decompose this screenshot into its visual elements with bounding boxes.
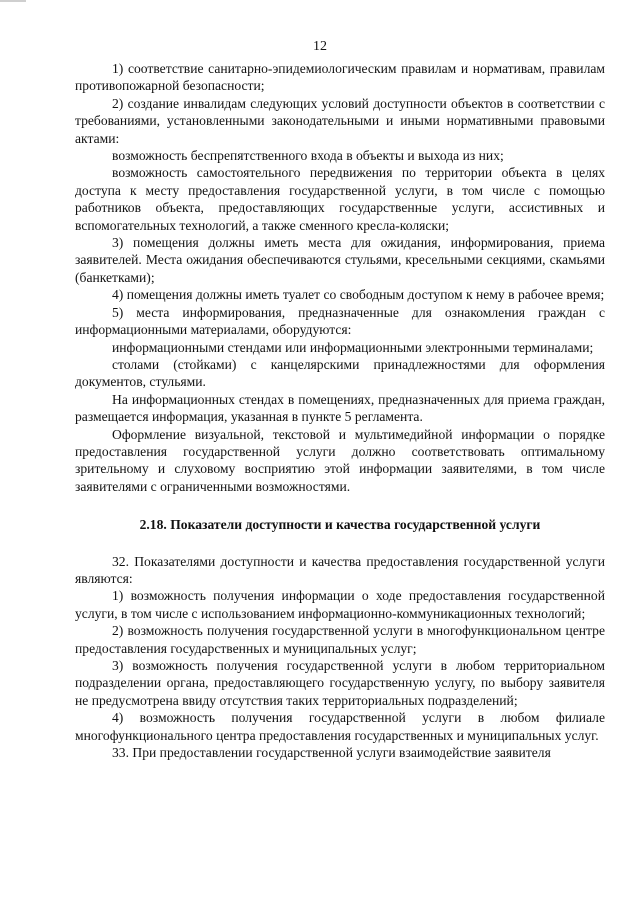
paragraph: 4) возможность получения государственной услуги в любом филиале многофункционального центра предоставления государственных и муниципальных услуг. <box>75 710 605 743</box>
paragraph: возможность беспрепятственного входа в объекты и выхода из них; <box>112 148 504 164</box>
paragraph: 2) возможность получения государственной услуги в многофункциональном центре предоставления государственных и муниципальных услуг; <box>75 623 605 656</box>
paragraph: 1) соответствие санитарно-эпидемиологическим правилам и нормативам, правилам противопожарной безопасности; <box>75 61 605 94</box>
paragraph: 4) помещения должны иметь туалет со свободным доступом к нему в рабочее время; <box>112 287 605 303</box>
document-body <box>75 60 605 761</box>
paragraph: Оформление визуальной, текстовой и мультимедийной информации о порядке предоставления государственной услуги должно соответствовать оптимальному зрительному и слуховому восприятию этой информации заявителями, в том числе заявителями с ограниченными возможностями. <box>75 426 605 494</box>
paragraph: столами (стойками) с канцелярскими принадлежностями для оформления документов, стульями. <box>75 356 605 390</box>
paragraph: 5) места информирования, предназначенные для ознакомления граждан с информационными материалами, оборудуются: <box>75 304 605 338</box>
paragraph: информационными стендами или информационными электронными терминалами; <box>112 339 594 355</box>
paragraph: На информационных стендах в помещениях, предназначенных для приема граждан, размещается информация, указанная в пункте 5 регламента. <box>75 391 605 425</box>
section-heading: 2.18. Показатели доступности и качества государственной услуги <box>139 517 541 533</box>
page-number: 12 <box>313 39 327 54</box>
paragraph: 32. Показателями доступности и качества предоставления государственной услуги являются: <box>75 553 605 586</box>
paragraph: 3) помещения должны иметь места для ожидания, информирования, приема заявителей. Места ожидания обеспечиваются стульями, кресельными секциями, скамьями (банкетками); <box>75 235 605 285</box>
paragraph: 2) создание инвалидам следующих условий доступности объектов в соответствии с требованиями, установленными законодательными и иными нормативными правовыми актами: <box>75 95 605 146</box>
paragraph: 3) возможность получения государственной услуги в любом территориальном подразделении органа, предоставляющего государственную услугу, по выбору заявителя не предусмотрена ввиду отсутствия таких территориальных подразделений; <box>75 658 605 708</box>
paragraph: 1) возможность получения информации о ходе предоставления государственной услуги, в том числе с использованием информационно-коммуникационных технологий; <box>75 588 605 621</box>
corner-mark <box>0 0 26 2</box>
paragraph: 33. При предоставлении государственной услуги взаимодействие заявителя <box>112 745 551 761</box>
paragraph: возможность самостоятельного передвижения по территории объекта в целях доступа к месту предоставления государственной услуги, в том числе с помощью работников объекта, предоставляющих государственные услуги, ассистивных и вспомогательных технологий, а также сменного кресла-коляски; <box>75 165 605 233</box>
